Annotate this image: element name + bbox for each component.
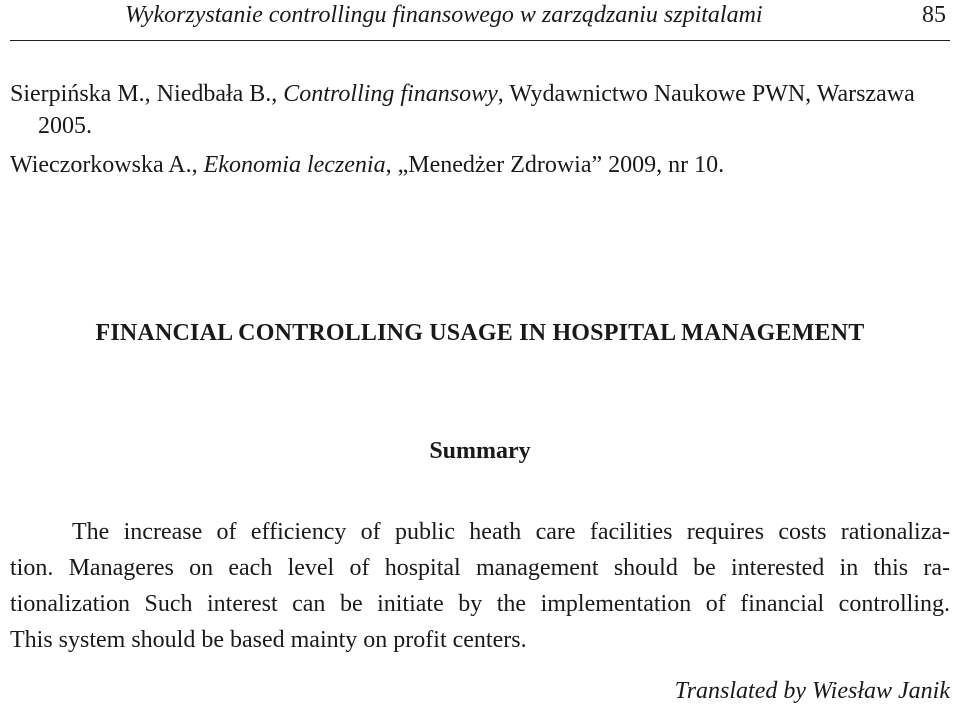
reference-authors: Sierpińska M., Niedbała B., [10, 81, 284, 107]
summary-paragraph [10, 514, 950, 658]
summary-line: This system should be based mainty on profit centers. [10, 627, 527, 653]
summary-line: The increase of efficiency of public heath care facilities requires costs rationaliza- [72, 519, 950, 545]
reference-publication: , Wydawnictwo Naukowe PWN, Warszawa 2005. [38, 81, 915, 139]
page-number: 85 [922, 2, 946, 28]
reference-authors: Wieczorkowska A., [10, 152, 204, 178]
summary-heading: Summary [429, 438, 531, 464]
summary-line: tion. Manageres on each level of hospital management should be interested in this ra- [10, 555, 950, 581]
reference-title: Controlling finansowy [283, 81, 498, 107]
reference-list [10, 78, 950, 188]
reference-entry [10, 149, 950, 181]
summary-line: tionalization Such interest can be initiate by the implementation of financial controlling. [10, 591, 950, 617]
running-title: Wykorzystanie controllingu finansowego w zarządzaniu szpitalami [125, 2, 763, 28]
reference-title: Ekonomia leczenia [203, 152, 386, 178]
reference-entry [10, 78, 950, 142]
translator-credit: Translated by Wiesław Janik [674, 678, 950, 704]
running-header [10, 0, 950, 41]
article-title: FINANCIAL CONTROLLING USAGE IN HOSPITAL MANAGEMENT [95, 320, 865, 346]
reference-publication: , „Menedżer Zdrowia” 2009, nr 10. [385, 152, 725, 178]
